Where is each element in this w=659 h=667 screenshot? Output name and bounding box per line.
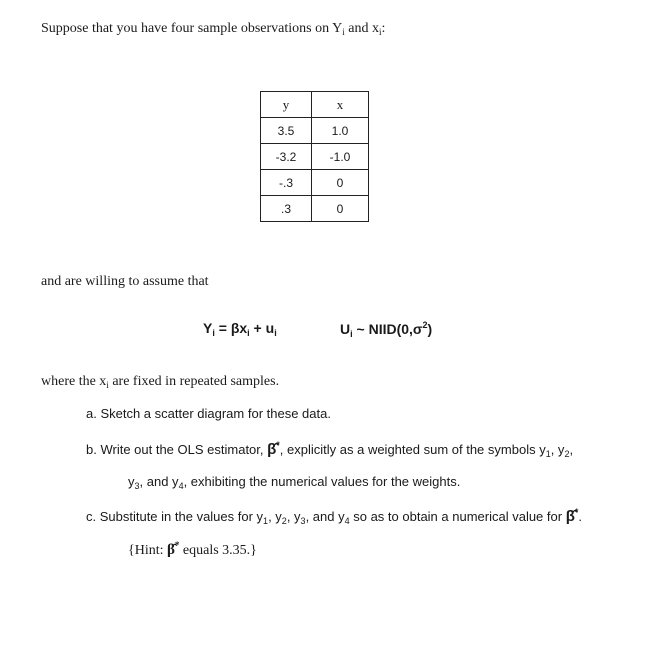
assume-text: and are willing to assume that bbox=[41, 274, 209, 289]
table-row bbox=[261, 170, 369, 196]
error-distribution: $U_i$ ~ $NIID(0,\sigma^2)$ bbox=[340, 320, 433, 339]
cell: -.3 bbox=[261, 170, 312, 196]
cell: 3.5 bbox=[261, 118, 312, 144]
table-row bbox=[261, 118, 369, 144]
cell: -1.0 bbox=[312, 144, 369, 170]
cell: -3.2 bbox=[261, 144, 312, 170]
cell: 0 bbox=[312, 196, 369, 222]
table-row bbox=[261, 196, 369, 222]
hint-text: {Hint: β̂* equals 3.35.} bbox=[128, 540, 257, 558]
intro-text: Suppose that you have four sample observations on $Y_i$ and $x_i$: bbox=[41, 21, 386, 37]
observations-table bbox=[260, 91, 369, 222]
cell: .3 bbox=[261, 196, 312, 222]
header-x: x bbox=[312, 92, 369, 118]
model-equation: $Y_i = \beta x_i + u_i$ bbox=[203, 320, 277, 338]
table-row bbox=[261, 144, 369, 170]
table-header-row bbox=[261, 92, 369, 118]
fixed-text: where the $x_i$ are fixed in repeated samples. bbox=[41, 374, 280, 390]
header-y: y bbox=[261, 92, 312, 118]
cell: 0 bbox=[312, 170, 369, 196]
cell: 1.0 bbox=[312, 118, 369, 144]
question-b: b. Write out the OLS estimator, β̂*, explicitly as a weighted sum of the symbols $y_1$, $y_2$, bbox=[86, 440, 574, 459]
question-b-cont: $y_3$, and $y_4$, exhibiting the numerical values for the weights. bbox=[128, 474, 461, 491]
question-a: a. Sketch a scatter diagram for these data. bbox=[86, 406, 331, 421]
question-c: c. Substitute in the values for $y_1$, $y_2$, $y_3$, and $y_4$ so as to obtain a numerical value for β̂*. bbox=[86, 507, 582, 526]
